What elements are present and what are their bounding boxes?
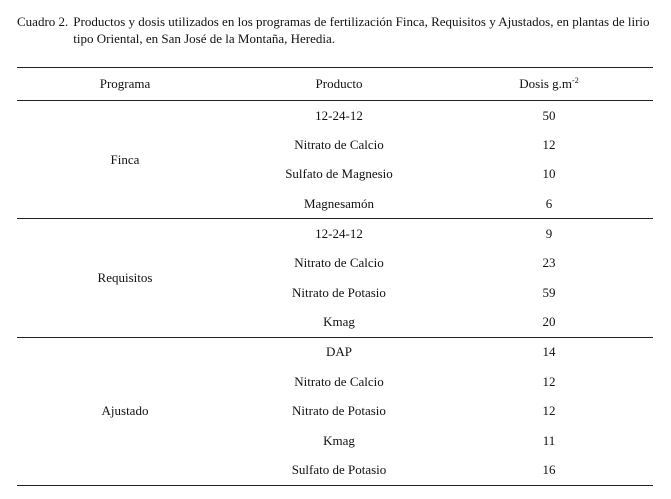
producto-cell: Nitrato de Potasio [292,403,386,419]
producto-cell: Nitrato de Potasio [292,284,386,300]
header-dosis-label: Dosis g.m [519,76,573,91]
group-ajustado [17,337,653,485]
producto-cell: Kmag [323,432,355,448]
dosis-cell: 59 [542,284,556,300]
table-caption [17,13,657,47]
header-producto: Producto [233,68,445,101]
dosis-cell: 23 [542,255,556,271]
producto-cell: Nitrato de Calcio [294,136,384,152]
producto-cell: Sulfato de Potasio [291,462,387,478]
header-dosis [445,68,653,101]
producto-cell: Kmag [323,314,355,330]
dosis-cell: 6 [545,195,553,211]
producto-cell: DAP [325,344,352,360]
dosis-cell: 10 [542,166,556,182]
caption-text: Productos y dosis utilizados en los programas de fertilización Finca, Requisitos y Ajustados, en plantas de lirio tipo Oriental, en San José de la Montaña, Heredia. [73,14,650,46]
header-programa: Programa [17,68,233,101]
dosis-cell: 9 [545,225,553,241]
producto-cell: Sulfato de Magnesio [285,166,393,182]
group-requisitos [17,219,653,337]
table-row [17,337,653,367]
dosis-cell: 14 [542,344,556,360]
table-header [17,68,653,101]
caption-label: Cuadro 2. [17,14,69,29]
dosis-cell: 16 [542,462,556,478]
group-finca [17,101,653,219]
producto-cell: 12-24-12 [315,107,363,123]
producto-cell: Magnesamón [303,195,375,211]
dosis-cell: 11 [542,432,556,448]
dosis-cell: 20 [542,314,556,330]
table-row [17,219,653,249]
fertilization-table [17,67,653,486]
dosis-cell: 50 [542,107,556,123]
producto-cell: Nitrato de Calcio [294,373,384,389]
dosis-cell: 12 [542,403,556,419]
header-row [17,68,653,101]
producto-cell: Nitrato de Calcio [294,255,384,271]
programa-cell: Ajustado [101,403,149,419]
table-container [17,67,653,486]
dosis-cell: 12 [542,136,556,152]
producto-cell: 12-24-12 [315,225,363,241]
dosis-cell: 12 [542,373,556,389]
programa-cell: Finca [110,151,140,167]
programa-cell: Requisitos [97,270,153,286]
header-dosis-exponent: -2 [572,76,579,85]
table-row [17,101,653,131]
